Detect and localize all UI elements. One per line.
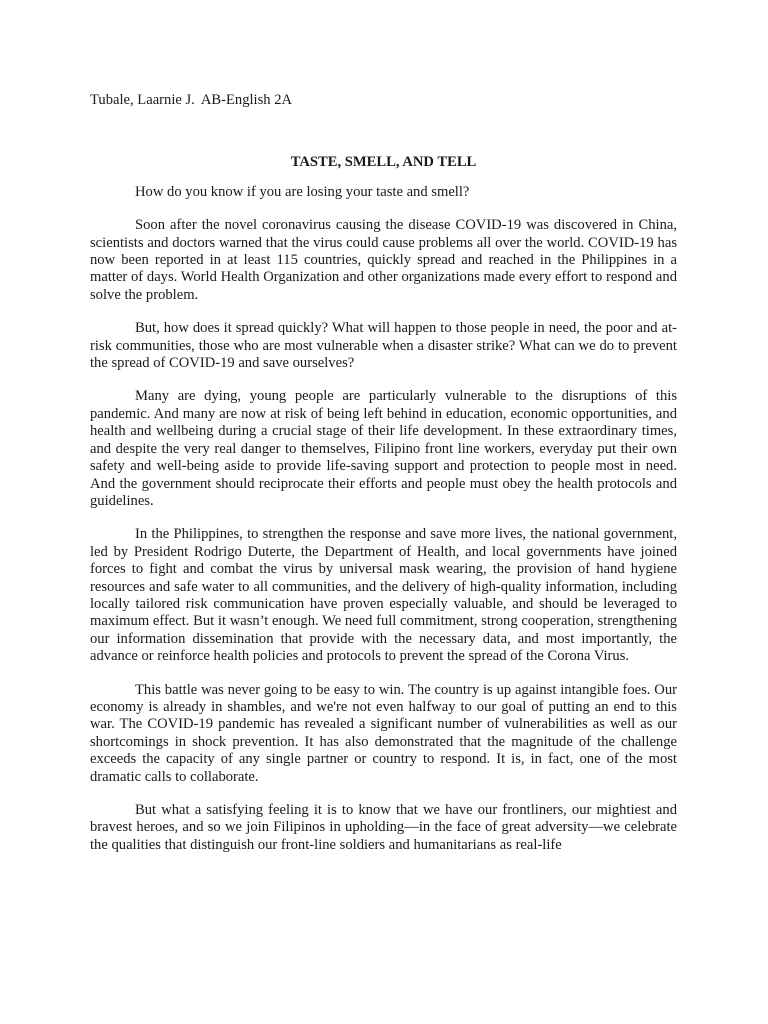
paragraph-5: This battle was never going to be easy to win. The country is up against intangible foes. Our economy is already in shambles, and we're not even halfway to our goal of putting an end to this war. The COVID-19 pandemic has revealed a significant number of vulnerabilities as well as our shortcomings in shock prevention. It has also demonstrated that the magnitude of the challenge exceeds the capacity of any single partner or country to respond. It is, in fact, one of the most dramatic calls to collaborate.	[90, 681, 677, 785]
paragraph-4: In the Philippines, to strengthen the response and save more lives, the national government, led by President Rodrigo Duterte, the Department of Health, and local governments have joined forces to fight and combat the virus by universal mask wearing, the provision of hand hygiene resources and safe water to all communities, and the delivery of high-quality information, including locally tailored risk communication have proven especially valuable, and should be leveraged to maximum effect. But it wasn’t enough. We need full commitment, strong cooperation, strengthening our information dissemination that provide with the necessary data, and most importantly, the advance or reinforce health policies and protocols to prevent the spread of the Corona Virus.	[90, 526, 677, 665]
paragraph-2: But, how does it spread quickly? What will happen to those people in need, the poor and at-risk communities, those who are most vulnerable when a disaster strike? What can we do to prevent the spread of COVID-19 and save ourselves?	[90, 320, 677, 372]
course-name: AB-English 2A	[200, 92, 293, 108]
opening-question: How do you know if you are losing your taste and smell?	[135, 183, 470, 200]
author-line	[90, 92, 677, 109]
document-page	[90, 92, 677, 854]
paragraph-1: Soon after the novel coronavirus causing the disease COVID-19 was discovered in China, scientists and doctors warned that the virus could cause problems all over the world. COVID-19 has now been reported in at least 115 countries, quickly spread and reached in the Philippines in a matter of days. World Health Organization and other organizations made every effort to respond and solve the problem.	[90, 217, 677, 303]
paragraph-6: But what a satisfying feeling it is to know that we have our frontliners, our mightiest and bravest heroes, and so we join Filipinos in upholding—in the face of great adversity—we celebrate the qualities that distinguish our front-line soldiers and humanitarians as real-life	[90, 802, 677, 853]
essay-title: TASTE, SMELL, AND TELL	[290, 154, 477, 171]
paragraph-3: Many are dying, young people are particularly vulnerable to the disruptions of this pandemic. And many are now at risk of being left behind in education, economic opportunities, and health and wellbeing during a crucial stage of their life development. In these extraordinary times, and despite the very real danger to themselves, Filipino front line workers, everyday put their own safety and well-being aside to provide life-saving support and protection to people most in need. And the government should reciprocate their efforts and people must obey the health protocols and guidelines.	[90, 388, 677, 509]
author-name: Tubale, Laarnie J.	[90, 92, 195, 108]
